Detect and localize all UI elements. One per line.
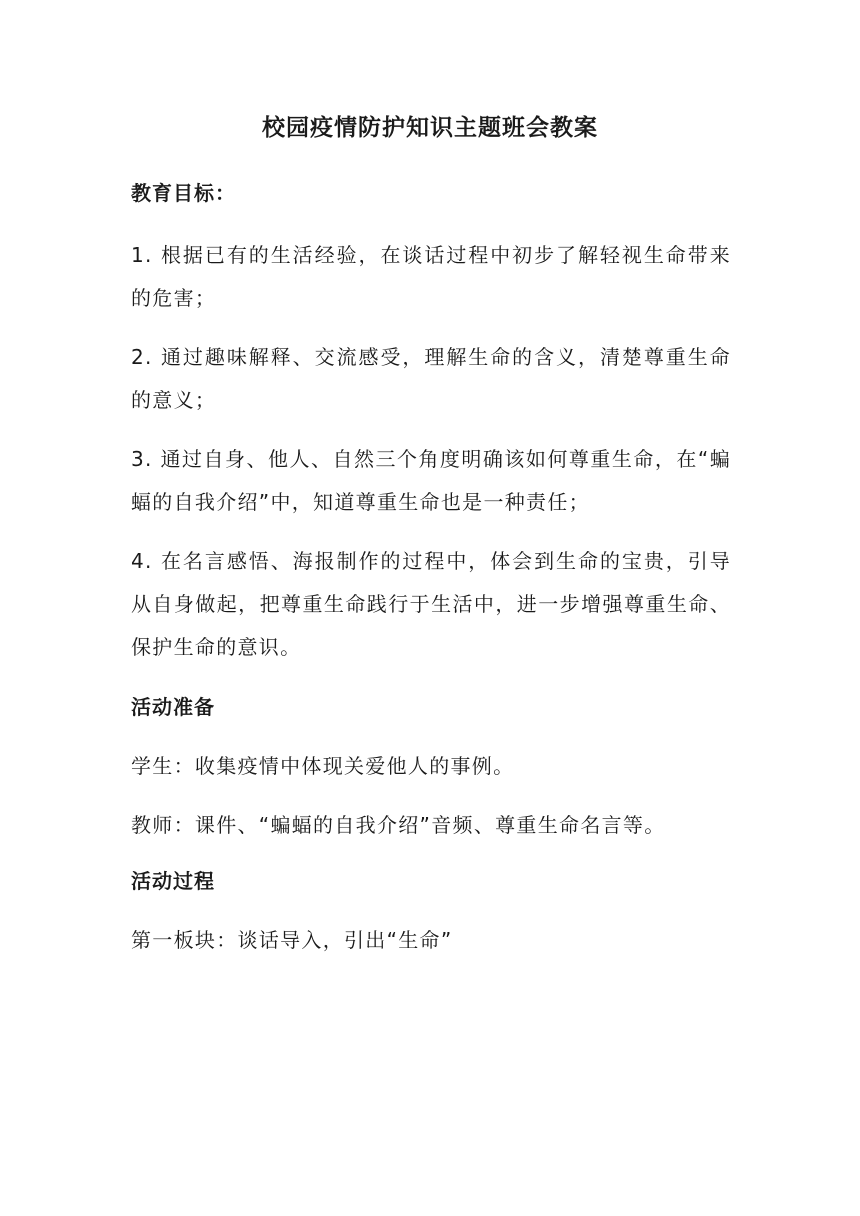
goal-item-2: 2. 通过趣味解释、交流感受，理解生命的含义，清楚尊重生命的意义；	[131, 345, 731, 412]
goal-item-4: 4. 在名言感悟、海报制作的过程中，体会到生命的宝贵，引导从自身做起，把尊重生命践行于生活中，进一步增强尊重生命、保护生命的意识。	[131, 549, 731, 659]
goal-item-1: 1. 根据已有的生活经验，在谈话过程中初步了解轻视生命带来的危害；	[131, 243, 731, 310]
prep-heading: 活动准备	[131, 695, 215, 719]
goals-heading: 教育目标：	[131, 181, 236, 205]
document-body	[131, 175, 731, 962]
document-title: 校园疫情防护知识主题班会教案	[262, 115, 598, 141]
process-heading: 活动过程	[131, 869, 215, 893]
goal-item-3: 3. 通过自身、他人、自然三个角度明确该如何尊重生命，在“蝙蝠的自我介绍”中，知道尊重生命也是一种责任；	[131, 447, 731, 514]
prep-item-students: 学生：收集疫情中体现关爱他人的事例。	[131, 754, 515, 778]
process-item-1: 第一板块：谈话导入，引出“生命”	[131, 928, 453, 952]
prep-item-teacher: 教师：课件、“蝙蝠的自我介绍”音频、尊重生命名言等。	[131, 813, 666, 837]
